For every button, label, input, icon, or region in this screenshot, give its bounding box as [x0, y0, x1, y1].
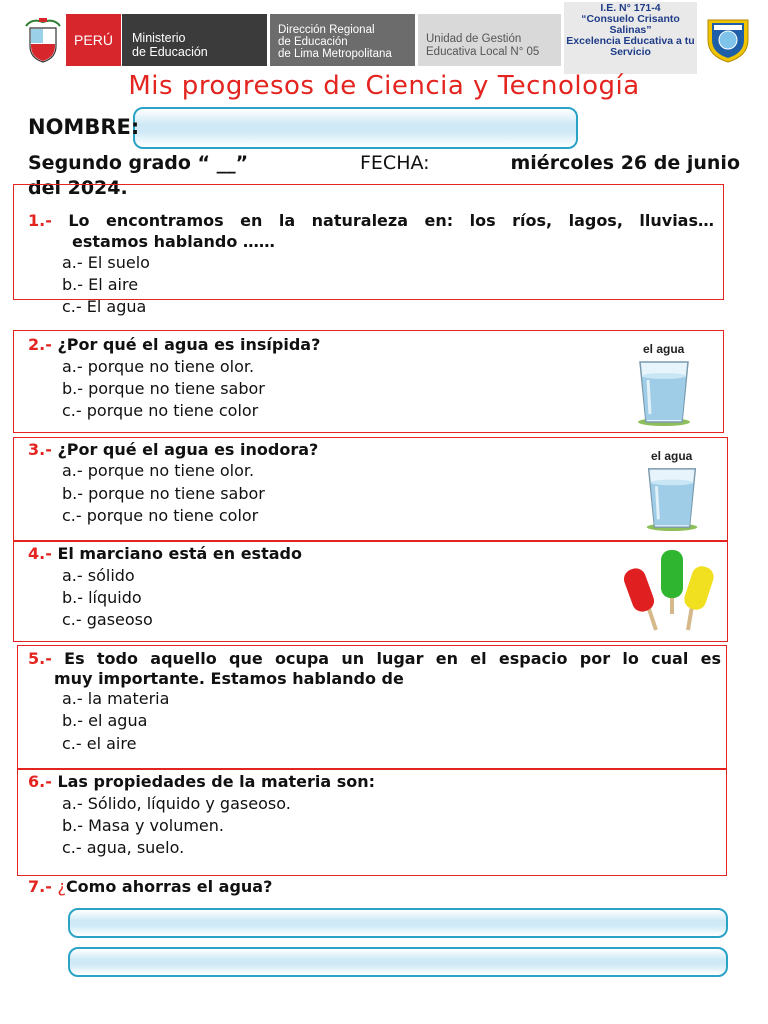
question-1-line1: 1.- Lo encontramos en la naturaleza en: los ríos, lagos, lluvias…: [28, 211, 714, 230]
water-glass-icon-2: [640, 463, 704, 533]
school-info: I.E. N° 171-4 “Consuelo Crisanto Salinas” Excelencia Educativa a tu Servicio: [564, 2, 697, 74]
water-glass-icon: [632, 356, 696, 428]
question-3-option-a[interactable]: a.- porque no tiene olor.: [62, 461, 255, 480]
peru-label: PERÚ: [66, 14, 121, 66]
question-5-line1: 5.- Es todo aquello que ocupa un lugar en el espacio por lo cual es: [28, 649, 721, 668]
question-4-option-a[interactable]: a.- sólido: [62, 566, 135, 585]
grade-date-row: [28, 152, 740, 174]
question-4-option-c[interactable]: c.- gaseoso: [62, 610, 153, 629]
school-crest-icon: [704, 14, 752, 64]
question-1-option-c[interactable]: c.- El agua: [62, 297, 147, 316]
question-2-option-a[interactable]: a.- porque no tiene olor.: [62, 357, 255, 376]
question-5-option-c[interactable]: c.- el aire: [62, 734, 137, 753]
question-3-text: 3.- ¿Por qué el agua es inodora?: [28, 440, 319, 459]
ugel-label: Unidad de Gestión Educativa Local N° 05: [418, 14, 561, 66]
page-title: Mis progresos de Ciencia y Tecnología: [128, 71, 640, 101]
question-6-text: 6.- Las propiedades de la materia son:: [28, 772, 376, 791]
water-glass-label-2: el agua: [651, 449, 693, 463]
question-2-text: 2.- ¿Por qué el agua es insípida?: [28, 335, 321, 354]
question-1-option-a[interactable]: a.- El suelo: [62, 253, 150, 272]
peru-coat-of-arms: [22, 14, 64, 66]
question-7-text: 7.- ¿Como ahorras el agua?: [28, 877, 273, 896]
ministry-label: Ministerio de Educación: [122, 14, 267, 66]
question-5-line2: muy importante. Estamos hablando de: [54, 669, 404, 688]
answer-line-1[interactable]: [68, 908, 728, 938]
date-year: del 2024.: [28, 177, 128, 199]
question-3-option-b[interactable]: b.- porque no tiene sabor: [62, 484, 265, 503]
regional-direction-label: Dirección Regional de Educación de Lima Metropolitana: [270, 14, 415, 66]
name-input-line[interactable]: [133, 107, 578, 149]
question-5-option-a[interactable]: a.- la materia: [62, 689, 170, 708]
question-6-option-b[interactable]: b.- Masa y volumen.: [62, 816, 224, 835]
question-1-option-b[interactable]: b.- El aire: [62, 275, 139, 294]
water-glass-label: el agua: [643, 342, 685, 356]
question-6-option-a[interactable]: a.- Sólido, líquido y gaseoso.: [62, 794, 291, 813]
peru-shield-icon: [22, 14, 64, 66]
question-1-line2: estamos hablando ……: [72, 232, 275, 251]
question-4-option-b[interactable]: b.- líquido: [62, 588, 142, 607]
question-2-option-b[interactable]: b.- porque no tiene sabor: [62, 379, 265, 398]
grade-text: Segundo grado “ __”: [28, 152, 249, 174]
date-value: miércoles 26 de junio: [510, 152, 740, 174]
question-5-option-b[interactable]: b.- el agua: [62, 711, 148, 730]
popsicles-icon: [620, 546, 720, 634]
date-label: FECHA:: [360, 152, 430, 174]
question-6-option-c[interactable]: c.- agua, suelo.: [62, 838, 185, 857]
question-2-option-c[interactable]: c.- porque no tiene color: [62, 401, 259, 420]
question-4-text: 4.- El marciano está en estado: [28, 544, 302, 563]
name-label: NOMBRE:: [28, 115, 140, 139]
answer-line-2[interactable]: [68, 947, 728, 977]
question-3-option-c[interactable]: c.- porque no tiene color: [62, 506, 259, 525]
